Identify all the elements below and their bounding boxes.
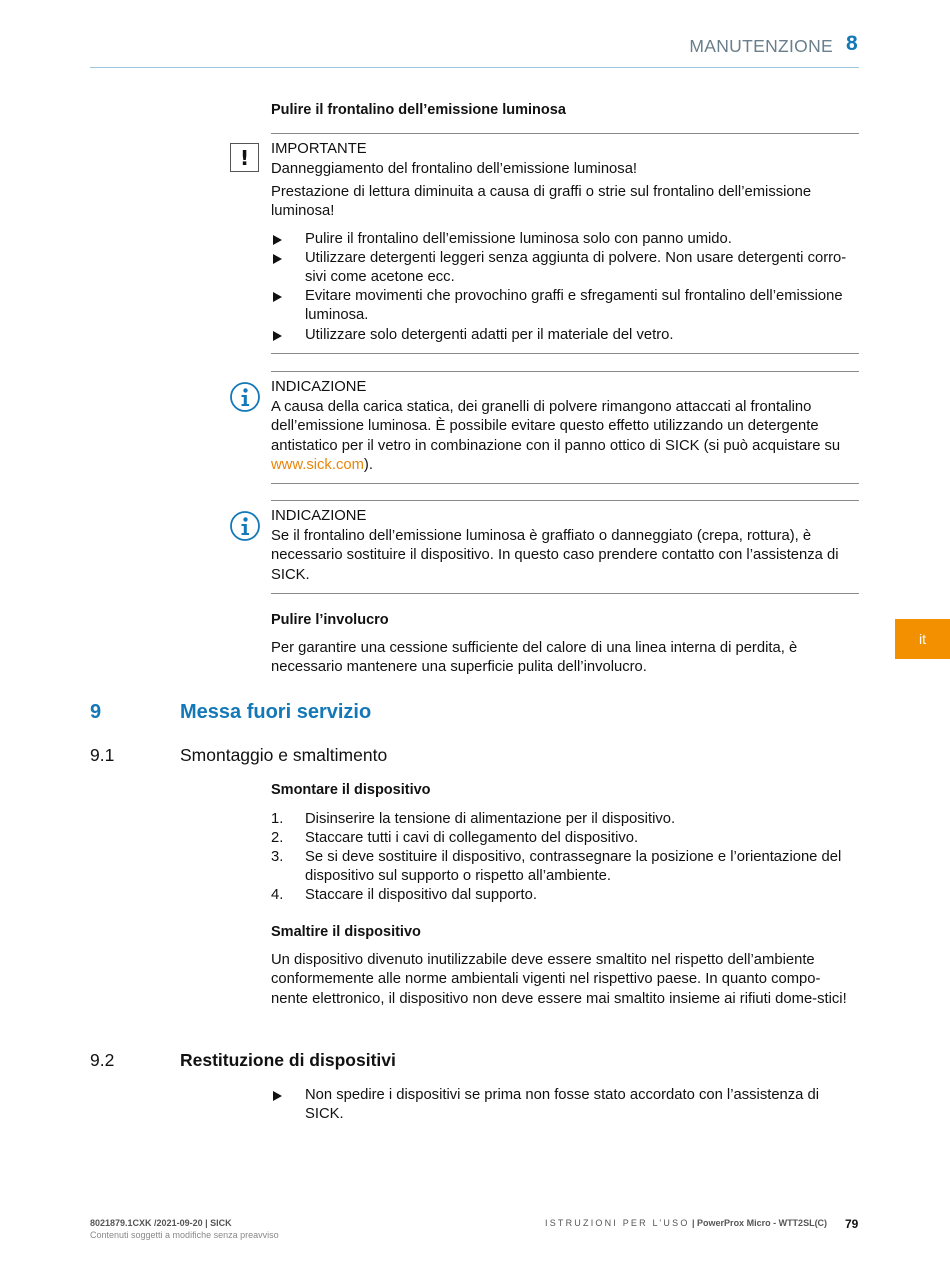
dispose-text: Un dispositivo divenuto inutilizzabile deve essere smaltito nel rispetto dell’ambiente conformemente alle norme ambientali vigenti nel rispettivo paese. In quanto compo-nente elettronico, il dispositivo non deve essere mai smaltito insieme ai rifiuti dome-stici! — [271, 952, 847, 1007]
language-tab: it — [895, 619, 950, 659]
note1-text: A causa della carica statica, dei granelli di polvere rimangono attaccati al frontalino dell’emissione luminosa. È possibile evitare questo effetto utilizzando un detergente antistatico per il vetro in combinazione con il panno ottico di SICK (si può acquistare su www.sick.com). — [271, 399, 841, 473]
note2-bottom-rule — [271, 593, 859, 594]
important-box-top-rule — [271, 133, 859, 134]
list-item: Non spedire i dispositivi se prima non fosse stato accordato con l’assistenza di SICK. — [271, 1086, 846, 1125]
list-item: 2. Staccare tutti i cavi di collegamento del dispositivo. — [271, 830, 639, 846]
subheading-dismount: Smontare il dispositivo — [271, 782, 431, 798]
list-item: Pulire il frontalino dell’emissione luminosa solo con panno umido. — [271, 230, 861, 249]
section-number: 9.2 — [90, 1050, 115, 1070]
section-number: 9.1 — [90, 745, 115, 765]
important-text: Prestazione di lettura diminuita a causa di graffi o strie sul frontalino dell’emissione luminosa! — [271, 184, 812, 220]
important-box-bottom-rule — [271, 353, 859, 354]
header-divider — [90, 67, 859, 68]
note2-label: INDICAZIONE — [271, 508, 367, 524]
list-item: 1. Disinserire la tensione di alimentazione per il dispositivo. — [271, 811, 676, 827]
footer-doc-info: ISTRUZIONI PER L’USO | PowerProx Micro - WTT2SL(C) — [545, 1218, 828, 1228]
subheading-dispose: Smaltire il dispositivo — [271, 924, 421, 940]
note2-text: Se il frontalino dell’emissione luminosa è graffiato o danneggiato (crepa, rottura), è necessario sostituire il dispositivo. In questo caso prendere contatto con l’assistenza di SICK. — [271, 528, 839, 583]
chapter-title: Messa fuori servizio — [180, 701, 372, 723]
bullet-arrow-icon — [273, 1091, 282, 1101]
bullet-arrow-icon — [273, 292, 282, 302]
chapter-number: 9 — [90, 701, 102, 723]
list-item: Utilizzare solo detergenti adatti per il materiale del vetro. — [271, 326, 861, 345]
list-item: Utilizzare detergenti leggeri senza aggiunta di polvere. Non usare detergenti corro-sivi come acetone ecc. — [271, 249, 855, 288]
sick-website-link[interactable]: www.sick.com — [271, 456, 364, 473]
footer-disclaimer: Contenuti soggetti a modifiche senza preavviso — [90, 1230, 279, 1240]
important-label: IMPORTANTE — [271, 141, 367, 157]
subheading-clean-front: Pulire il frontalino dell’emissione luminosa — [271, 102, 566, 118]
info-icon — [229, 510, 261, 542]
page-number: 79 — [845, 1217, 859, 1231]
bullet-arrow-icon — [273, 331, 282, 341]
subheading-clean-housing: Pulire l’involucro — [271, 612, 389, 628]
bullet-arrow-icon — [273, 254, 282, 264]
running-header-chapter-number: 8 — [846, 32, 858, 55]
important-title: Danneggiamento del frontalino dell’emissione luminosa! — [271, 161, 638, 177]
running-header-title: MANUTENZIONE — [689, 36, 833, 56]
list-item: Evitare movimenti che provochino graffi e sfregamenti sul frontalino dell’emissione luminosa. — [271, 287, 861, 326]
list-item: 3. Se si deve sostituire il dispositivo, contrassegnare la posizione e l’orientazione del dispositivo sul supporto o rispetto all’ambiente. — [271, 849, 842, 885]
note2-top-rule — [271, 500, 859, 501]
section-title: Smontaggio e smaltimento — [180, 745, 388, 765]
exclamation-warning-icon: ! — [230, 143, 259, 172]
section-title: Restituzione di dispositivi — [180, 1050, 396, 1070]
bullet-arrow-icon — [273, 235, 282, 245]
note1-label: INDICAZIONE — [271, 379, 367, 395]
list-item: 4. Staccare il dispositivo dal supporto. — [271, 887, 537, 903]
footer-doc-id: 8021879.1CXK /2021-09-20 | SICK — [90, 1218, 232, 1228]
clean-housing-text: Per garantire una cessione sufficiente del calore di una linea interna di perdita, è necessario mantenere una superficie pulita dell’involucro. — [271, 640, 798, 676]
note1-bottom-rule — [271, 483, 859, 484]
note1-top-rule — [271, 371, 859, 372]
info-icon — [229, 381, 261, 413]
